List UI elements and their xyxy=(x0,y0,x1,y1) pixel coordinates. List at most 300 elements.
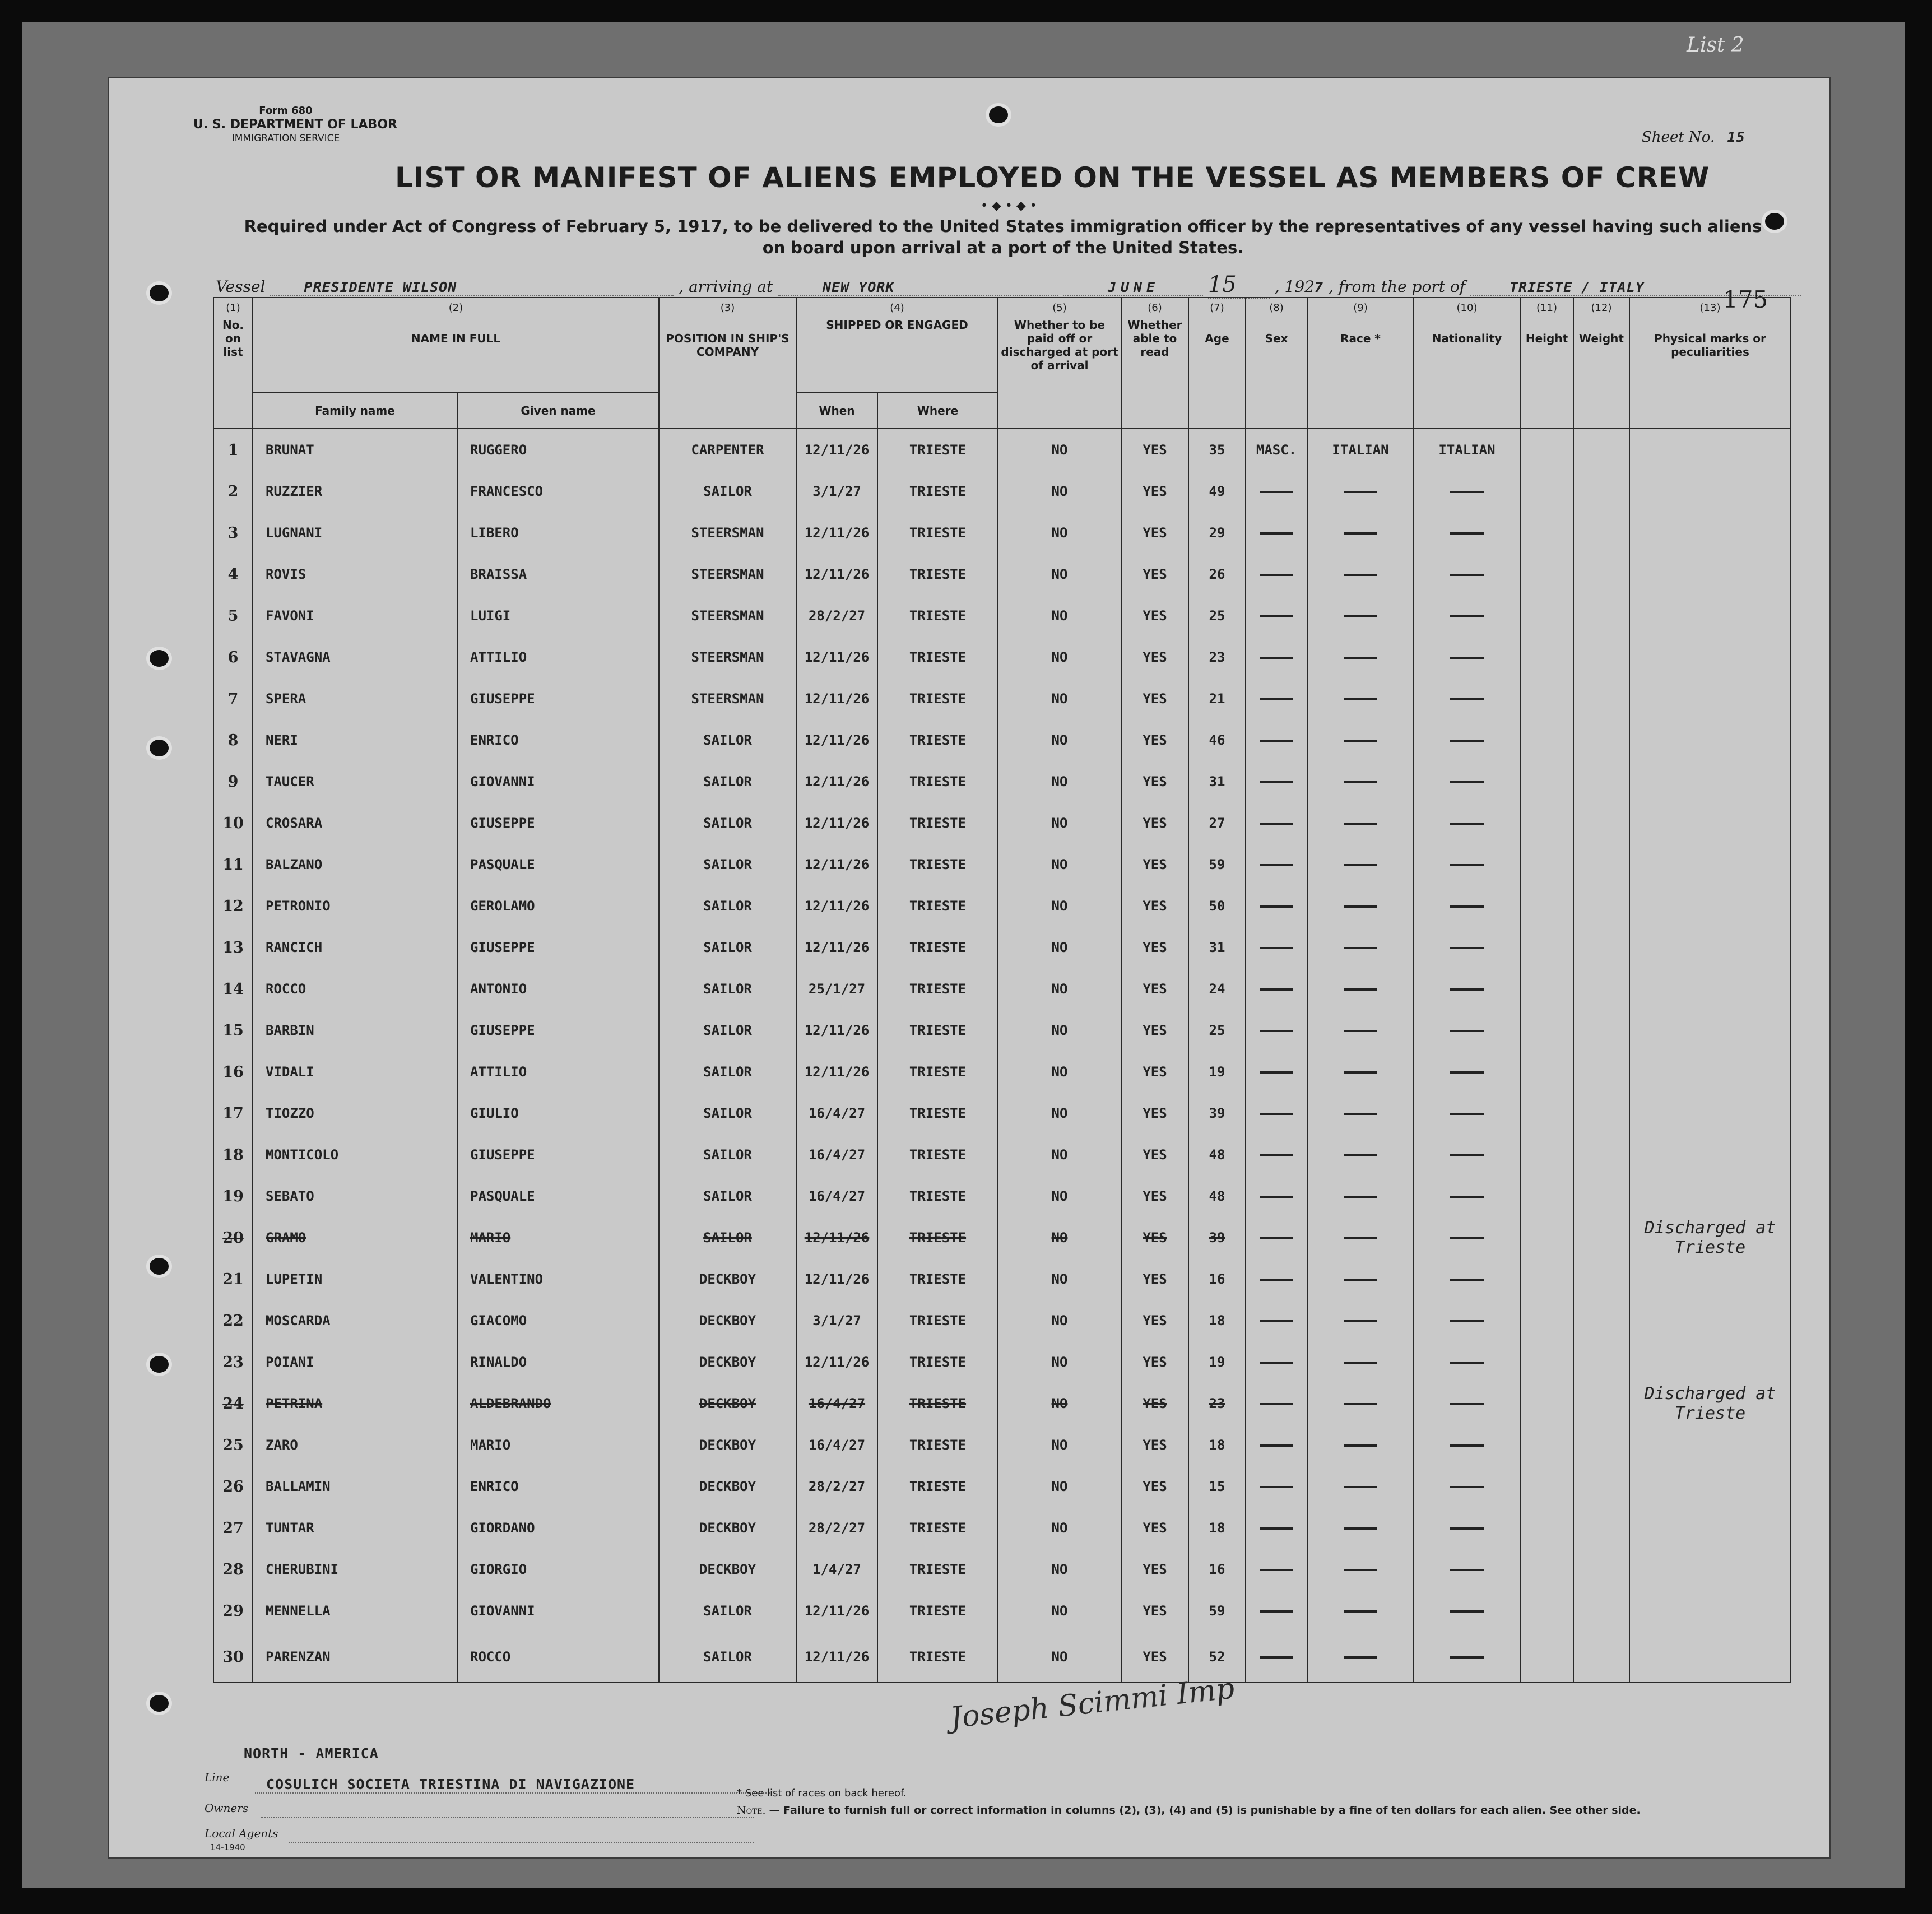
cell-physical-marks xyxy=(1629,1176,1791,1217)
cell-race xyxy=(1307,1093,1414,1134)
ditto-mark xyxy=(1260,532,1293,535)
cell-row-number: 12 xyxy=(213,885,253,927)
cell-race xyxy=(1307,1383,1414,1424)
cell-position: SAILOR xyxy=(659,471,796,512)
cell-shipped-when: 12/11/26 xyxy=(796,1010,877,1051)
cell-race xyxy=(1307,885,1414,927)
col-nationality-header: (10) Nationality xyxy=(1414,298,1520,429)
cell-age: 23 xyxy=(1188,1383,1246,1424)
cell-physical-marks xyxy=(1629,512,1791,554)
officer-signature: Joseph Scimmi Imp xyxy=(949,1671,1236,1735)
cell-age: 25 xyxy=(1188,595,1246,637)
ditto-mark xyxy=(1450,491,1484,493)
cell-nationality xyxy=(1414,512,1520,554)
cell-given-name: FRANCESCO xyxy=(457,471,659,512)
cell-paid-off: NO xyxy=(998,968,1121,1010)
cell-given-name: BRAISSA xyxy=(457,554,659,595)
ditto-mark xyxy=(1260,1403,1293,1405)
cell-height xyxy=(1520,968,1573,1010)
cell-nationality xyxy=(1414,1176,1520,1217)
cell-nationality xyxy=(1414,1134,1520,1176)
cell-race xyxy=(1307,1424,1414,1466)
cell-able-to-read: YES xyxy=(1121,1300,1188,1341)
cell-shipped-when: 12/11/26 xyxy=(796,1590,877,1632)
cell-weight xyxy=(1573,678,1629,719)
ditto-mark xyxy=(1260,1071,1293,1074)
cell-height xyxy=(1520,595,1573,637)
cell-shipped-where: TRIESTE xyxy=(877,1383,998,1424)
cell-height xyxy=(1520,1258,1573,1300)
cell-shipped-where: TRIESTE xyxy=(877,761,998,802)
cell-paid-off: NO xyxy=(998,1507,1121,1549)
cell-sex xyxy=(1246,1549,1307,1590)
table-row xyxy=(213,1217,1791,1258)
cell-weight xyxy=(1573,595,1629,637)
table-row xyxy=(213,1134,1791,1176)
cell-shipped-when: 16/4/27 xyxy=(796,1134,877,1176)
col-position-header: (3) POSITION IN SHIP'S COMPANY xyxy=(659,298,796,429)
cell-paid-off: NO xyxy=(998,1549,1121,1590)
cell-physical-marks xyxy=(1629,678,1791,719)
ditto-mark xyxy=(1450,1196,1484,1198)
cell-able-to-read: YES xyxy=(1121,471,1188,512)
cell-age: 16 xyxy=(1188,1258,1246,1300)
cell-able-to-read: YES xyxy=(1121,1590,1188,1632)
cell-weight xyxy=(1573,761,1629,802)
table-row xyxy=(213,1258,1791,1300)
cell-age: 59 xyxy=(1188,1590,1246,1632)
cell-shipped-when: 12/11/26 xyxy=(796,1217,877,1258)
cell-position: SAILOR xyxy=(659,1134,796,1176)
cell-age: 27 xyxy=(1188,802,1246,844)
cell-able-to-read: YES xyxy=(1121,1258,1188,1300)
punch-hole xyxy=(150,650,169,667)
cell-given-name: GIUSEPPE xyxy=(457,1134,659,1176)
cell-race xyxy=(1307,471,1414,512)
cell-nationality xyxy=(1414,1632,1520,1683)
ditto-mark xyxy=(1260,1610,1293,1613)
ditto-mark xyxy=(1344,1444,1377,1447)
cell-row-number: 4 xyxy=(213,554,253,595)
col-name-header: (2) NAME IN FULL xyxy=(253,298,659,393)
cell-paid-off: NO xyxy=(998,1383,1121,1424)
punch-hole xyxy=(150,1258,169,1275)
cell-physical-marks: Discharged at Trieste xyxy=(1629,1383,1791,1424)
cell-weight xyxy=(1573,885,1629,927)
cell-age: 26 xyxy=(1188,554,1246,595)
ditto-mark xyxy=(1344,1279,1377,1281)
ditto-mark xyxy=(1260,740,1293,742)
cell-position: STEERSMAN xyxy=(659,512,796,554)
cell-position: SAILOR xyxy=(659,1093,796,1134)
cell-nationality xyxy=(1414,844,1520,885)
cell-able-to-read: YES xyxy=(1121,595,1188,637)
cell-paid-off: NO xyxy=(998,927,1121,968)
cell-race xyxy=(1307,1010,1414,1051)
cell-paid-off: NO xyxy=(998,1466,1121,1507)
cell-position: SAILOR xyxy=(659,719,796,761)
cell-physical-marks xyxy=(1629,471,1791,512)
cell-able-to-read: YES xyxy=(1121,761,1188,802)
cell-height xyxy=(1520,761,1573,802)
cell-sex xyxy=(1246,802,1307,844)
table-row xyxy=(213,1549,1791,1590)
cell-row-number: 11 xyxy=(213,844,253,885)
cell-height xyxy=(1520,429,1573,471)
cell-row-number: 10 xyxy=(213,802,253,844)
cell-weight xyxy=(1573,1341,1629,1383)
ditto-mark xyxy=(1344,574,1377,576)
cell-shipped-where: TRIESTE xyxy=(877,927,998,968)
cell-shipped-where: TRIESTE xyxy=(877,1176,998,1217)
cell-sex xyxy=(1246,512,1307,554)
cell-able-to-read: YES xyxy=(1121,927,1188,968)
ditto-mark xyxy=(1260,1113,1293,1115)
cell-able-to-read: YES xyxy=(1121,1341,1188,1383)
cell-row-number: 29 xyxy=(213,1590,253,1632)
cell-paid-off: NO xyxy=(998,678,1121,719)
cell-shipped-when: 1/4/27 xyxy=(796,1549,877,1590)
cell-position: DECKBOY xyxy=(659,1507,796,1549)
cell-height xyxy=(1520,512,1573,554)
cell-given-name: GIUSEPPE xyxy=(457,802,659,844)
vessel-label: Vessel xyxy=(216,277,266,296)
cell-race xyxy=(1307,927,1414,968)
cell-paid-off: NO xyxy=(998,637,1121,678)
cell-nationality xyxy=(1414,802,1520,844)
table-row xyxy=(213,512,1791,554)
cell-weight xyxy=(1573,1632,1629,1683)
cell-position: SAILOR xyxy=(659,1051,796,1093)
cell-weight xyxy=(1573,1549,1629,1590)
cell-able-to-read: YES xyxy=(1121,1217,1188,1258)
cell-able-to-read: YES xyxy=(1121,1051,1188,1093)
cell-weight xyxy=(1573,802,1629,844)
cell-shipped-where: TRIESTE xyxy=(877,595,998,637)
cell-race xyxy=(1307,1217,1414,1258)
cell-row-number: 28 xyxy=(213,1549,253,1590)
cell-shipped-when: 28/2/27 xyxy=(796,1507,877,1549)
cell-shipped-when: 12/11/26 xyxy=(796,1258,877,1300)
cell-shipped-where: TRIESTE xyxy=(877,1051,998,1093)
cell-race xyxy=(1307,1176,1414,1217)
cell-age: 52 xyxy=(1188,1632,1246,1683)
cell-physical-marks xyxy=(1629,1341,1791,1383)
ditto-mark xyxy=(1260,1444,1293,1447)
cell-physical-marks xyxy=(1629,1051,1791,1093)
cell-given-name: PASQUALE xyxy=(457,1176,659,1217)
cell-race xyxy=(1307,595,1414,637)
punch-hole xyxy=(150,1695,169,1712)
arrival-day: 15 xyxy=(1208,272,1270,299)
cell-nationality xyxy=(1414,678,1520,719)
cell-race xyxy=(1307,512,1414,554)
cell-given-name: MARIO xyxy=(457,1217,659,1258)
cell-age: 39 xyxy=(1188,1217,1246,1258)
cell-paid-off: NO xyxy=(998,1093,1121,1134)
cell-physical-marks xyxy=(1629,844,1791,885)
cell-shipped-when: 3/1/27 xyxy=(796,1300,877,1341)
ditto-mark xyxy=(1260,1656,1293,1659)
cell-row-number: 5 xyxy=(213,595,253,637)
cell-given-name: RINALDO xyxy=(457,1341,659,1383)
cell-age: 59 xyxy=(1188,844,1246,885)
cell-nationality xyxy=(1414,637,1520,678)
col-weight-header: (12) Weight xyxy=(1573,298,1629,429)
cell-able-to-read: YES xyxy=(1121,1507,1188,1549)
cell-shipped-where: TRIESTE xyxy=(877,968,998,1010)
footer-note-text: — Failure to furnish full or correct information in columns (2), (3), (4) and (5) is punishable by a fine of ten dollars for each alien. See other side. xyxy=(769,1804,1641,1817)
col-race-header: (9) Race * xyxy=(1307,298,1414,429)
col-when-header: When xyxy=(796,393,877,429)
cell-nationality xyxy=(1414,1466,1520,1507)
ditto-mark xyxy=(1260,1279,1293,1281)
cell-sex xyxy=(1246,1010,1307,1051)
cell-family-name: ROVIS xyxy=(253,554,457,595)
cell-family-name: STAVAGNA xyxy=(253,637,457,678)
cell-family-name: BALLAMIN xyxy=(253,1466,457,1507)
department-name: U. S. DEPARTMENT OF LABOR xyxy=(193,118,397,132)
header-row xyxy=(213,298,1791,393)
table-row xyxy=(213,1010,1791,1051)
year-digit: 7 xyxy=(1314,279,1324,295)
ditto-mark xyxy=(1450,532,1484,535)
cell-nationality xyxy=(1414,471,1520,512)
cell-given-name: GIORGIO xyxy=(457,1549,659,1590)
cell-paid-off: NO xyxy=(998,802,1121,844)
ditto-mark xyxy=(1344,1030,1377,1032)
cell-sex xyxy=(1246,719,1307,761)
table-row xyxy=(213,1051,1791,1093)
cell-given-name: ATTILIO xyxy=(457,1051,659,1093)
cell-able-to-read: YES xyxy=(1121,802,1188,844)
ditto-mark xyxy=(1450,1320,1484,1322)
cell-sex xyxy=(1246,761,1307,802)
cell-position: DECKBOY xyxy=(659,1300,796,1341)
cell-able-to-read: YES xyxy=(1121,1176,1188,1217)
cell-row-number: 13 xyxy=(213,927,253,968)
cell-paid-off: NO xyxy=(998,885,1121,927)
cell-row-number: 23 xyxy=(213,1341,253,1383)
ditto-mark xyxy=(1450,1154,1484,1156)
cell-sex xyxy=(1246,1632,1307,1683)
cell-sex xyxy=(1246,595,1307,637)
cell-family-name: PARENZAN xyxy=(253,1632,457,1683)
cell-nationality xyxy=(1414,1341,1520,1383)
table-row xyxy=(213,927,1791,968)
cell-weight xyxy=(1573,1258,1629,1300)
cell-height xyxy=(1520,1466,1573,1507)
cell-physical-marks xyxy=(1629,554,1791,595)
arriving-port: NEW YORK xyxy=(778,279,1058,296)
cell-sex xyxy=(1246,554,1307,595)
ditto-mark xyxy=(1260,864,1293,866)
cell-sex xyxy=(1246,968,1307,1010)
table-row xyxy=(213,595,1791,637)
col-no-header: (1) No. on list xyxy=(213,298,253,429)
cell-given-name: GIACOMO xyxy=(457,1300,659,1341)
cell-position: DECKBOY xyxy=(659,1466,796,1507)
cell-family-name: MONTICOLO xyxy=(253,1134,457,1176)
cell-age: 15 xyxy=(1188,1466,1246,1507)
cell-weight xyxy=(1573,554,1629,595)
ditto-mark xyxy=(1450,1279,1484,1281)
cell-shipped-when: 12/11/26 xyxy=(796,927,877,968)
cell-family-name: CROSARA xyxy=(253,802,457,844)
punch-hole xyxy=(150,740,169,756)
table-row xyxy=(213,429,1791,471)
cell-row-number: 15 xyxy=(213,1010,253,1051)
cell-race xyxy=(1307,1258,1414,1300)
cell-shipped-where: TRIESTE xyxy=(877,1093,998,1134)
ditto-mark xyxy=(1344,1527,1377,1530)
cell-paid-off: NO xyxy=(998,429,1121,471)
cell-shipped-when: 12/11/26 xyxy=(796,844,877,885)
cell-race xyxy=(1307,1134,1414,1176)
ditto-mark xyxy=(1344,1320,1377,1322)
cell-row-number: 6 xyxy=(213,637,253,678)
cell-race xyxy=(1307,968,1414,1010)
arriving-label: , arriving at xyxy=(679,277,773,296)
ditto-mark xyxy=(1344,1486,1377,1488)
cell-height xyxy=(1520,554,1573,595)
col-paid-header: (5) Whether to be paid off or discharged at port of arrival xyxy=(998,298,1121,429)
ditto-mark xyxy=(1450,657,1484,659)
ditto-mark xyxy=(1450,1444,1484,1447)
cell-nationality xyxy=(1414,761,1520,802)
cell-race xyxy=(1307,1051,1414,1093)
cell-physical-marks xyxy=(1629,885,1791,927)
cell-shipped-when: 12/11/26 xyxy=(796,719,877,761)
cell-weight xyxy=(1573,1176,1629,1217)
cell-shipped-when: 28/2/27 xyxy=(796,595,877,637)
cell-shipped-where: TRIESTE xyxy=(877,471,998,512)
cell-shipped-where: TRIESTE xyxy=(877,512,998,554)
cell-race xyxy=(1307,844,1414,885)
cell-position: DECKBOY xyxy=(659,1424,796,1466)
cell-physical-marks: Discharged at Trieste xyxy=(1629,1217,1791,1258)
cell-paid-off: NO xyxy=(998,595,1121,637)
ditto-mark xyxy=(1450,1362,1484,1364)
sheet-number xyxy=(1642,129,1789,146)
cell-given-name: GIOVANNI xyxy=(457,1590,659,1632)
ditto-mark xyxy=(1260,657,1293,659)
cell-given-name: GIUSEPPE xyxy=(457,1010,659,1051)
cell-height xyxy=(1520,1134,1573,1176)
cell-physical-marks xyxy=(1629,1300,1791,1341)
cell-row-number: 21 xyxy=(213,1258,253,1300)
cell-weight xyxy=(1573,1424,1629,1466)
cell-given-name: GIULIO xyxy=(457,1093,659,1134)
cell-weight xyxy=(1573,927,1629,968)
cell-paid-off: NO xyxy=(998,1300,1121,1341)
ditto-mark xyxy=(1344,657,1377,659)
cell-sex xyxy=(1246,471,1307,512)
cell-nationality xyxy=(1414,1051,1520,1093)
cell-position: SAILOR xyxy=(659,927,796,968)
cell-nationality xyxy=(1414,1549,1520,1590)
cell-height xyxy=(1520,927,1573,968)
footer-owners-line xyxy=(261,1815,754,1818)
cell-row-number: 26 xyxy=(213,1466,253,1507)
ditto-mark xyxy=(1450,740,1484,742)
ditto-mark xyxy=(1260,1486,1293,1488)
cell-weight xyxy=(1573,1217,1629,1258)
table-row xyxy=(213,678,1791,719)
ditto-mark xyxy=(1260,1154,1293,1156)
cell-age: 18 xyxy=(1188,1424,1246,1466)
cell-sex xyxy=(1246,1134,1307,1176)
ditto-mark xyxy=(1344,532,1377,535)
list-number-label: List 2 xyxy=(1687,34,1744,57)
table-row xyxy=(213,802,1791,844)
table-row xyxy=(213,1176,1791,1217)
cell-shipped-where: TRIESTE xyxy=(877,1258,998,1300)
cell-weight xyxy=(1573,1590,1629,1632)
cell-shipped-when: 28/2/27 xyxy=(796,1466,877,1507)
cell-height xyxy=(1520,1632,1573,1683)
cell-shipped-when: 25/1/27 xyxy=(796,968,877,1010)
ditto-mark xyxy=(1450,615,1484,617)
ditto-mark xyxy=(1344,1154,1377,1156)
cell-row-number: 16 xyxy=(213,1051,253,1093)
cell-nationality: ITALIAN xyxy=(1414,429,1520,471)
cell-sex xyxy=(1246,1051,1307,1093)
cell-height xyxy=(1520,1093,1573,1134)
cell-row-number: 7 xyxy=(213,678,253,719)
cell-height xyxy=(1520,719,1573,761)
ditto-mark xyxy=(1260,1320,1293,1322)
cell-row-number: 14 xyxy=(213,968,253,1010)
cell-family-name: BRUNAT xyxy=(253,429,457,471)
cell-shipped-where: TRIESTE xyxy=(877,1632,998,1683)
service-name: IMMIGRATION SERVICE xyxy=(231,133,340,144)
cell-family-name: NERI xyxy=(253,719,457,761)
manifest-page xyxy=(109,78,1829,1857)
cell-family-name: SPERA xyxy=(253,678,457,719)
cell-age: 29 xyxy=(1188,512,1246,554)
col-age-header: (7) Age xyxy=(1188,298,1246,429)
cell-shipped-when: 12/11/26 xyxy=(796,1341,877,1383)
cell-sex xyxy=(1246,1217,1307,1258)
cell-sex xyxy=(1246,1424,1307,1466)
cell-given-name: GIUSEPPE xyxy=(457,927,659,968)
cell-family-name: VIDALI xyxy=(253,1051,457,1093)
ditto-mark xyxy=(1450,1656,1484,1659)
ditto-mark xyxy=(1260,491,1293,493)
cell-row-number: 17 xyxy=(213,1093,253,1134)
footer-races-note: * See list of races on back hereof. xyxy=(737,1787,907,1799)
cell-family-name: TAUCER xyxy=(253,761,457,802)
cell-height xyxy=(1520,1549,1573,1590)
cell-race xyxy=(1307,637,1414,678)
cell-paid-off: NO xyxy=(998,1217,1121,1258)
cell-given-name: MARIO xyxy=(457,1424,659,1466)
cell-given-name: LUIGI xyxy=(457,595,659,637)
ditto-mark xyxy=(1450,864,1484,866)
ditto-mark xyxy=(1344,1237,1377,1239)
ditto-mark xyxy=(1450,1486,1484,1488)
cell-sex xyxy=(1246,1341,1307,1383)
cell-family-name: FAVONI xyxy=(253,595,457,637)
cell-family-name: MOSCARDA xyxy=(253,1300,457,1341)
ditto-mark xyxy=(1260,947,1293,949)
ditto-mark xyxy=(1344,823,1377,825)
cell-height xyxy=(1520,637,1573,678)
cell-given-name: PASQUALE xyxy=(457,844,659,885)
cell-shipped-when: 16/4/27 xyxy=(796,1093,877,1134)
cell-race: ITALIAN xyxy=(1307,429,1414,471)
